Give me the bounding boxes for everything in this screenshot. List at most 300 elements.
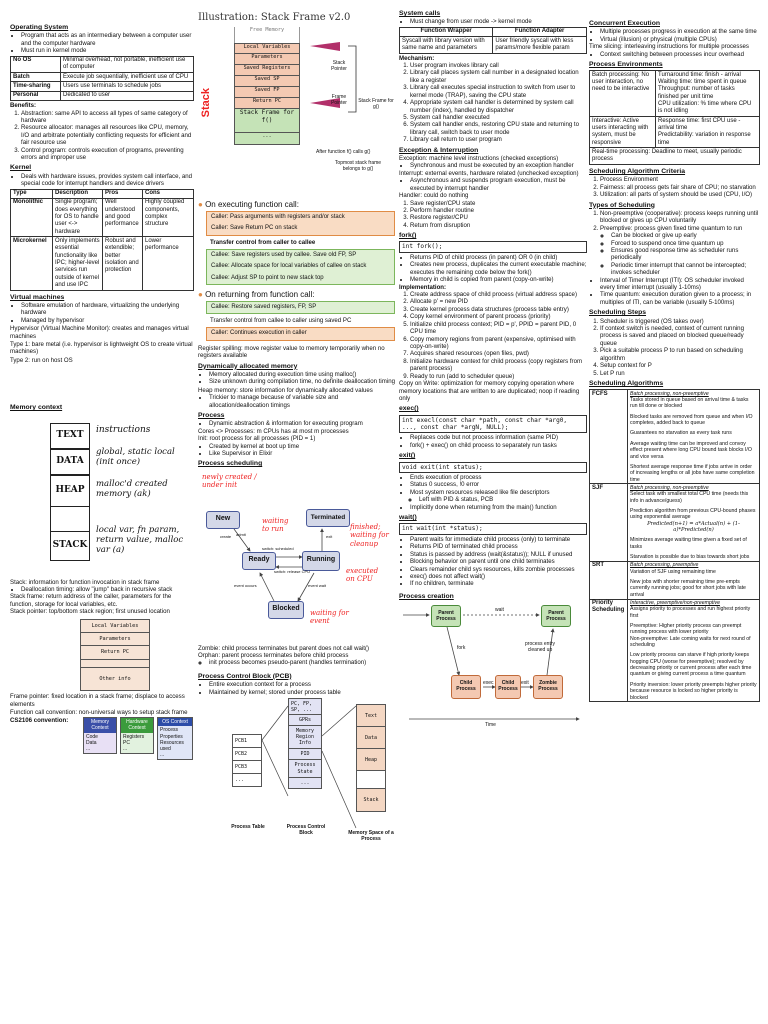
- table-cell: [628, 561, 760, 599]
- illustration-title: Illustration: Stack Frame v2.0: [198, 12, 351, 23]
- stack-row: Stack Frame for f(): [234, 109, 300, 133]
- context-switch-bullets: [589, 51, 760, 58]
- table-row: [11, 82, 194, 91]
- alg-line: Variation of SJF using remaining time: [630, 568, 716, 575]
- memory-context-diagram: [40, 417, 194, 577]
- alg-line: Batch processing, non-preemptive: [630, 390, 709, 397]
- implementation-steps: [399, 291, 587, 380]
- transition-label: event occurs: [234, 582, 257, 588]
- exec-step-transfer: Transfer control from caller to callee: [210, 238, 316, 246]
- ctx-items: [84, 733, 116, 753]
- ctx-item: Code: [86, 733, 98, 740]
- frame-row: Return PC: [81, 646, 149, 659]
- list-item: • Program that acts as an intermediary between a computer user and the computer hardware: [21, 32, 194, 47]
- kernel-table: [10, 189, 194, 291]
- scheduling-heading: Process scheduling: [198, 460, 263, 468]
- table-row: [11, 73, 194, 82]
- time-label: Time: [485, 722, 496, 729]
- types-list: [589, 210, 760, 277]
- table-row: [11, 198, 194, 237]
- table-cell: User friendly syscall with less params/more flexible param: [493, 37, 587, 54]
- alg-line: Assigns priority to processes and run highest priority first: [630, 606, 751, 619]
- alg-line: Prediction algorithm from previous CPU-bound phases using exponential average: [630, 507, 756, 521]
- os-heading: Operating System: [10, 24, 69, 31]
- memory-seg: Heap: [357, 749, 385, 771]
- handler-steps: [399, 200, 587, 230]
- list-item: 7. Library call return to user program: [410, 136, 587, 143]
- os-table: [10, 56, 194, 102]
- state-new: New: [206, 511, 240, 529]
- list-item: • Returns PID of child process (in parent) OR 0 (in child): [410, 254, 587, 261]
- exec-step: Callee: Allocate space for local variables of callee on stack: [211, 263, 367, 270]
- table-row: [590, 599, 760, 702]
- memory-note: local var, fn param, return value, malloc var (a): [96, 524, 184, 556]
- call-convention-text: Function call convention: non-universal ways to setup stack frame: [10, 708, 188, 716]
- stack-frame-illustration: [198, 24, 395, 184]
- list-item: • Clears remainder child sys resources, kills zombie processes: [410, 566, 587, 573]
- list-item: • Maintained by kernel; stored under process table: [209, 689, 395, 696]
- timer-bullets: [589, 277, 760, 307]
- process-creation-heading: Process creation: [399, 592, 454, 600]
- table-header: Function Wrapper: [400, 27, 493, 36]
- stack-label: Stack: [199, 88, 212, 118]
- metric-line: Predictability: variation in response time: [658, 132, 751, 146]
- table-cell: Batch: [11, 73, 61, 82]
- pcb-diagram: [198, 696, 395, 846]
- memory-segment-stack: STACK: [50, 531, 90, 561]
- exec-step-callee: [206, 249, 395, 285]
- table-cell: Highly coupled components, complex structure: [143, 198, 194, 237]
- heap-bullets: [198, 394, 395, 409]
- kernel-bullets: [10, 173, 194, 188]
- hypervisor-text: Hypervisor (Virtual Machine Monitor): creates and manages virtual machines: [10, 325, 189, 340]
- list-item: • Multiple processes progress in execution at the same time: [600, 28, 760, 35]
- benefits-label: Benefits:: [10, 102, 37, 110]
- table-cell: Monolithic: [11, 198, 53, 237]
- list-item: 3. Restore register/CPU: [410, 214, 587, 221]
- stack-row: Saved FP: [234, 87, 300, 98]
- list-item: 3. Library call executes special instruction to switch from user to kernel mode (TRAP), saving the CPU state: [410, 84, 587, 99]
- wait-label: wait: [495, 607, 504, 614]
- syscalls-bullets: [399, 18, 587, 25]
- ctx-box-hardware: [120, 717, 154, 753]
- ret-step: Transfer control from callee to caller using saved PC: [210, 316, 352, 324]
- list-item: 5. Initialize child process context; PID = p', PPID = parent PID, 0 CPU time: [410, 321, 587, 336]
- metric-line: Turnaround time: finish - arrival: [658, 71, 741, 78]
- table-row: [11, 237, 194, 290]
- ret-steps: [206, 301, 395, 341]
- pcb-field: PID: [289, 749, 321, 760]
- list-item: • Status is passed by address (wait(&status)); NULL if unused: [410, 551, 587, 558]
- table-cell: Personal: [11, 91, 61, 100]
- os-bullets: [10, 32, 194, 54]
- parent-process-1: Parent Process: [431, 605, 461, 627]
- list-item: 2. Fairness: all process gets fair share of CPU; no starvation: [600, 184, 760, 191]
- ctx-title: OS Context: [158, 718, 192, 726]
- alg-line: Guarantees no starvation as every task runs: [630, 430, 732, 437]
- interrupt-text: Interrupt: external events, hardware related (unchecked exception): [399, 169, 579, 177]
- table-row: [400, 37, 587, 54]
- alg-line: Select task with smallest total CPU time (needs this info in advance/guess): [630, 491, 749, 504]
- steps-list: [589, 318, 760, 377]
- table-row: [590, 561, 760, 599]
- table-cell: Single program; does everything for OS to handle user <-> hardware: [53, 198, 103, 237]
- list-item: 3. Create kernel process data structures (process table entry): [410, 306, 587, 313]
- frame-pointer-label: Frame Pointer: [331, 94, 347, 107]
- table-cell: No OS: [11, 56, 61, 73]
- list-item: 4. Copy kernel environment of parent process (priority): [410, 313, 587, 320]
- list-item: • Must run in kernel mode: [21, 47, 194, 54]
- list-item: • Asynchronous and suspends program execution, must be executed by interrupt handler: [410, 177, 587, 192]
- ctx-item: PC: [123, 739, 130, 746]
- list-item: • Synchronous and must be executed by an exception handler: [410, 162, 587, 169]
- steps-heading: Scheduling Steps: [589, 309, 647, 317]
- hand-note: finished; waiting for cleanup: [350, 522, 389, 548]
- list-item: • Like Supervisor in Elixir: [209, 450, 395, 457]
- table-cell: SJF: [590, 484, 628, 561]
- exit-label: exit: [521, 680, 529, 687]
- table-row: [11, 91, 194, 100]
- hand-note: waiting for event: [310, 608, 349, 626]
- metric-line: Throughput: number of tasks finished per unit time: [658, 86, 735, 100]
- list-item: • Replaces code but not process information (same PID): [410, 434, 587, 441]
- pcb-bullets: [198, 681, 395, 696]
- vm-heading: Virtual machines: [10, 293, 65, 301]
- list-item: • Size unknown during compilation time, no definite deallocation timing: [209, 378, 395, 385]
- pcb-heading: Process Control Block (PCB): [198, 672, 292, 680]
- child-process-1: Child Process: [451, 675, 481, 699]
- pcb-table-row: PCB3: [233, 761, 261, 774]
- frame-row: [81, 660, 149, 668]
- pcb-table-row: PCB2: [233, 748, 261, 761]
- list-item: 3. Control program: controls execution of programs, preventing errors and improper use: [21, 147, 194, 162]
- algorithms-table: [589, 389, 760, 702]
- cores-processes: Cores <> Processes: m CPUs has at most m processes: [198, 427, 349, 435]
- time-slicing: Time slicing: interleaving instructions for multiple processes: [589, 43, 749, 51]
- list-item: 2. Library call places system call number in a designated location like a register: [410, 69, 587, 84]
- cleanup-label: process entry cleaned up: [525, 641, 556, 654]
- on-ret-heading: ● On returning from function call:: [198, 289, 315, 299]
- pcb-field: Process State: [289, 760, 321, 777]
- table-cell: Microkernel: [11, 237, 53, 290]
- types-2-text: Preemptive: process given fixed time quantum to run: [600, 224, 743, 232]
- exec-heading: exec(): [399, 405, 419, 413]
- list-item: • Blocking behavior on parent until one child terminates: [410, 558, 587, 565]
- list-item: 4. Setup context for P: [600, 362, 760, 369]
- table-row: [590, 148, 760, 165]
- ctx-item: Process Properties: [160, 727, 183, 740]
- exec-bullets: [399, 434, 587, 449]
- alg-line: Batch processing, non-preemptive: [630, 484, 709, 491]
- stack-info-line: Stack frame: return address of the caller, parameters for the function, storage for local variables, etc.: [10, 593, 172, 608]
- list-item: • Creates new process, duplicates the current executable machine; executes the remaining code below the fork(): [410, 261, 587, 276]
- table-cell: [628, 599, 760, 702]
- process-env-table: [589, 70, 760, 165]
- list-item: 9. Ready to run (add to scheduler queue): [410, 373, 587, 380]
- list-item: • Returns PID of terminated child process: [410, 543, 587, 550]
- syscalls-heading: System calls: [399, 10, 441, 17]
- cs2106-convention: [10, 717, 194, 760]
- list-item: • Context switching between processes incur overhead: [600, 51, 760, 58]
- transition-label: switch: release CPU: [274, 568, 311, 574]
- table-row: [11, 56, 194, 73]
- list-item: 2. Allocate p' = new PID: [410, 298, 587, 305]
- exec-step-caller: [206, 211, 395, 236]
- list-item: 1. Process Environment: [600, 176, 760, 183]
- list-item: 5. System call handler executed: [410, 114, 587, 121]
- child-process-2: Child Process: [495, 675, 521, 699]
- list-item: ◦ Left with PID & status, PCB: [419, 496, 587, 503]
- exception-text: Exception: machine level instructions (checked exceptions): [399, 154, 559, 162]
- process-env-heading: Process Environments: [589, 60, 663, 68]
- metric-line: CPU utilization: % time where CPU is not idling: [658, 101, 752, 115]
- frame-diagram: [80, 619, 150, 691]
- table-header: Function Adapter: [493, 27, 587, 36]
- table-cell: Batch processing: No user interaction, no need to be interactive: [590, 71, 656, 117]
- dam-heading: Dynamically allocated memory: [198, 362, 298, 370]
- state-terminated: Terminated: [306, 509, 350, 527]
- list-item: [600, 225, 760, 277]
- fork-signature: int fork();: [399, 241, 587, 252]
- ctx-item: Data: [86, 739, 97, 746]
- pcb-field: Memory Region Info: [289, 726, 321, 749]
- type2-text: Type 2: run on host OS: [10, 356, 73, 364]
- heap-memory: Heap memory: store information for dynamically allocated values: [198, 386, 373, 394]
- list-item: • Time quantum: execution duration given to a process; in multiples of ITI, can be variable (usually 5-100ms): [600, 291, 760, 306]
- hand-note: executed on CPU: [346, 566, 379, 584]
- frame-row: Local Variables: [81, 620, 149, 633]
- alg-line: Interactive, preemptive/non-preemptive: [630, 600, 720, 607]
- memory-segment-text: TEXT: [50, 423, 90, 449]
- ctx-item: ...: [160, 751, 165, 758]
- transition-label: exit: [326, 533, 333, 539]
- list-item: • Software emulation of hardware, virtualizing the underlying hardware: [21, 302, 194, 317]
- ctx-item: ...: [86, 745, 91, 752]
- stack-row: Free Memory: [234, 27, 300, 43]
- memory-note: global, static local (init once): [96, 446, 175, 467]
- criteria-list: [589, 176, 760, 198]
- column-3: [399, 0, 587, 1024]
- list-item: 4. Return from disruption: [410, 222, 587, 229]
- frame-pointer-text: Frame pointer: fixed location in a stack frame; displace to access elements: [10, 693, 185, 708]
- memory-segment-data: DATA: [50, 449, 90, 475]
- pcb-field: ...: [300, 779, 310, 786]
- concurrent-heading: Concurrent Execution: [589, 20, 660, 27]
- implementation-label: Implementation:: [399, 283, 447, 291]
- ret-step: Callee: Restore saved registers, FP, SP: [206, 301, 395, 314]
- ctx-item: Registers: [123, 733, 145, 740]
- memory-seg: Data: [357, 727, 385, 749]
- topmost-note: Topmost stack frame belongs to g(): [334, 160, 382, 173]
- transition-label: event wait: [308, 582, 327, 588]
- after-call-note: After function f() calls g(): [316, 149, 371, 156]
- wait-heading: wait(): [399, 514, 417, 522]
- mechanism-steps: [399, 62, 587, 144]
- exec-label: exec: [483, 680, 494, 687]
- table-cell: Well understood and good performance: [103, 198, 143, 237]
- alg-line: Minimizes average waiting time given a fixed set of tasks: [630, 537, 747, 550]
- table-header: Cons: [143, 189, 194, 198]
- ctx-item: Resources used: [160, 739, 184, 752]
- pcb-field: PC, FP, SP, ...: [289, 699, 321, 715]
- ctx-box-os: [157, 717, 193, 760]
- alg-line: Priority inversion: lower priority preempts higher priority because resource is locked so higher priority is blocked: [630, 681, 757, 701]
- exit-sub: [399, 496, 587, 503]
- handler-text: Handler: could do nothing: [399, 192, 469, 200]
- table-cell: Lower performance: [143, 237, 194, 290]
- pcb-field: GPRs: [289, 715, 321, 726]
- stack-frame-g-label: Stack Frame for g(): [358, 98, 394, 111]
- memory-seg: Stack: [357, 789, 385, 811]
- list-item: 2. Resource allocator: manages all resources like CPU, memory, I/O and arbitrate potentially conflicting requests for efficient and fair resource use: [21, 124, 194, 146]
- alg-line: Batch processing, preemptive: [630, 562, 699, 569]
- stack-pointer-label: Stack Pointer: [331, 60, 347, 73]
- list-item: • Managed by hypervisor: [21, 317, 194, 324]
- copy-on-write: Copy on Write: optimization for memory copying operation where memory locations that are written to are duplicated; noop if reading only: [399, 380, 580, 402]
- transition-label: switch: scheduled: [262, 545, 294, 551]
- ret-step: Caller: Continues execution in caller: [206, 327, 395, 340]
- vm-bullets: [10, 302, 194, 324]
- table-cell: Priority Scheduling: [590, 599, 628, 702]
- alg-line: Shortest average response time if jobs arrive in order of increasing lengths or all jobs have same completion time: [630, 463, 755, 483]
- list-item: • Interval of Timer Interrupt (ITI): OS scheduler invoked every timer interrupt (usually 1-10ms): [600, 277, 760, 292]
- parent-process-2: Parent Process: [541, 605, 571, 627]
- list-item: 1. Abstraction: same API to access all types of same category of hardware: [21, 110, 194, 125]
- memory-seg: Text: [357, 705, 385, 727]
- table-row: [590, 71, 760, 117]
- memory-free-gap: [50, 507, 90, 531]
- alg-line: Blocked tasks are removed from queue and when I/O completes, added back to queue: [630, 413, 753, 427]
- table-cell: Time-sharing: [11, 82, 61, 91]
- list-item: • Deals with hardware issues, provides system call interface, and special code for interrupt handlers and device drivers: [21, 173, 194, 188]
- table-header-row: [400, 27, 587, 36]
- exec-step: Caller: Save Return PC on stack: [211, 225, 298, 232]
- stack-row: Saved Registers: [234, 65, 300, 76]
- frame-row: Other info: [99, 675, 131, 682]
- stack-info-line: Stack pointer: top/bottom stack region; first unused location: [10, 608, 170, 616]
- list-item: 3. Pick a suitable process P to run based on scheduling algorithm: [600, 347, 760, 362]
- transition-event-occurs: [260, 573, 274, 601]
- exception-heading: Exception & Interruption: [399, 146, 479, 154]
- list-item: • Status 0 success, !0 error: [410, 481, 587, 488]
- alg-line: New jobs with shorter remaining time pre-empts currently running jobs; good for short jobs with late arrival: [630, 579, 746, 598]
- exec-step: Caller: Pass arguments with registers and/or stack: [211, 213, 345, 220]
- list-item: ◦ init process becomes pseudo-parent (handles termination): [209, 659, 395, 666]
- column-4: [589, 0, 760, 1024]
- list-item: 1. User program invokes library call: [410, 62, 587, 69]
- table-cell: Only implements essential functionality like IPC; higher-level services run outside of kernel and use IPC: [53, 237, 103, 290]
- list-item: 1. Create address space of child process (virtual address space): [410, 291, 587, 298]
- exec-step: Callee: Save registers used by callee. Save old FP, SP: [211, 251, 357, 258]
- type1-text: Type 1: bare metal (i.e. hypervisor is lightweight OS to create virtual machines): [10, 341, 193, 356]
- table-row: [590, 390, 760, 484]
- memory-note: instructions: [96, 424, 151, 435]
- stack-row: Local Variables: [234, 43, 300, 54]
- list-item: 1. Scheduler is triggered (OS takes over): [600, 318, 760, 325]
- orphan-text: Orphan: parent process terminates before child process: [198, 652, 349, 660]
- syscall-table: [399, 27, 587, 54]
- hand-note: waiting to run: [262, 516, 289, 534]
- state-blocked: Blocked: [268, 601, 304, 619]
- process-bullets: [198, 420, 395, 427]
- stack-pointer-arrow: [310, 42, 340, 51]
- fork-heading: fork(): [399, 232, 417, 240]
- alg-line: Starvation is possible due to bias towards short jobs: [630, 553, 750, 560]
- fork-bullets: [399, 254, 587, 284]
- fork-label: fork: [457, 645, 466, 652]
- column-1: [10, 0, 194, 1024]
- ctx-item: ...: [123, 745, 128, 752]
- metric-line: Waiting time: time spent in queue: [658, 79, 747, 86]
- criteria-heading: Scheduling Algorithm Criteria: [589, 168, 686, 175]
- ctx-items: [158, 726, 192, 758]
- kernel-heading: Kernel: [10, 164, 32, 172]
- stack-row: Return PC: [234, 98, 300, 109]
- list-item: • Memory allocated during execution time using malloc(): [209, 371, 395, 378]
- stack-row: ...: [234, 133, 300, 145]
- ctx-box-memory: [83, 717, 117, 753]
- table-cell: [656, 71, 760, 117]
- list-item: ◦ Can be blocked or give up early: [611, 232, 760, 239]
- process-table-label: Process Table: [231, 824, 265, 831]
- table-cell: FCFS: [590, 390, 628, 484]
- alg-line: Predicted(n+1) = a*Actual(n) + (1-a)*Predicted(n): [647, 520, 740, 533]
- exit-bullets-2: [399, 504, 587, 511]
- exit-heading: exit(): [399, 452, 416, 460]
- transition-label: create: [220, 533, 232, 539]
- list-item: ◦ Forced to suspend once time quantum up: [611, 240, 760, 247]
- list-item: • Entire execution context for a process: [209, 681, 395, 688]
- list-item: • fork() + exec() on child process to separately run tasks: [410, 442, 587, 449]
- list-item: 1. Save register/CPU state: [410, 200, 587, 207]
- list-item: 6. Copy memory regions from parent (expensive, optimised with copy-on-write): [410, 336, 587, 351]
- exit-bullets: [399, 474, 587, 496]
- list-item: • Implicitly done when returning from the main() function: [410, 504, 587, 511]
- table-header: Type: [11, 189, 53, 198]
- benefits-list: [10, 110, 194, 162]
- stack-info: [10, 579, 194, 616]
- list-item: 6. System call handler ends, restoring CPU state and returning to library call, switch back to user mode: [410, 121, 587, 136]
- memory-context-heading: Memory context: [10, 404, 63, 412]
- list-item: 5. Let P run: [600, 370, 760, 377]
- list-item: 3. Utilization: all parts of system should be used (CPU, I/O): [600, 191, 760, 198]
- algorithms-heading: Scheduling Algorithms: [589, 379, 664, 387]
- types-heading: Types of Scheduling: [589, 201, 655, 209]
- table-row: [590, 117, 760, 148]
- list-item: ◦ Periodic timer interrupt that cannot be intercepted; invokes scheduler: [611, 262, 760, 277]
- table-cell: Real-time processing: Deadline to meet, usually periodic process: [590, 148, 760, 165]
- alg-line: Non-preemptive: Late coming waits for next round of scheduling: [630, 635, 751, 649]
- list-item: • Parent waits for immediate child process (only) to terminate: [410, 536, 587, 543]
- mechanism-label: Mechanism:: [399, 54, 435, 62]
- metric-line: Response time: first CPU use - arrival time: [658, 117, 741, 131]
- pcb-table-row: ...: [235, 777, 245, 784]
- column-2: [198, 0, 395, 1024]
- state-running: Running: [302, 551, 340, 571]
- list-item: • exec() does not affect wait(): [410, 573, 587, 580]
- table-row: [590, 484, 760, 561]
- exec-step: Callee: Adjust SP to point to new stack top: [211, 274, 324, 281]
- table-cell: Syscall with library version with same name and parameters: [400, 37, 493, 54]
- memory-segment-heap: HEAP: [50, 475, 90, 507]
- list-item: • Trickier to manage because of variable size and allocation/deallocation timings: [209, 394, 395, 409]
- exec-steps: [206, 211, 395, 285]
- table-cell: Robust and extendible; better isolation and protection: [103, 237, 143, 290]
- list-item: • Created by kernel at boot up time: [209, 443, 395, 450]
- exception-bullets: [399, 162, 587, 169]
- state-ready: Ready: [242, 552, 276, 570]
- list-item: • Deallocation timing: allow "jump" back in recursive stack: [21, 586, 194, 593]
